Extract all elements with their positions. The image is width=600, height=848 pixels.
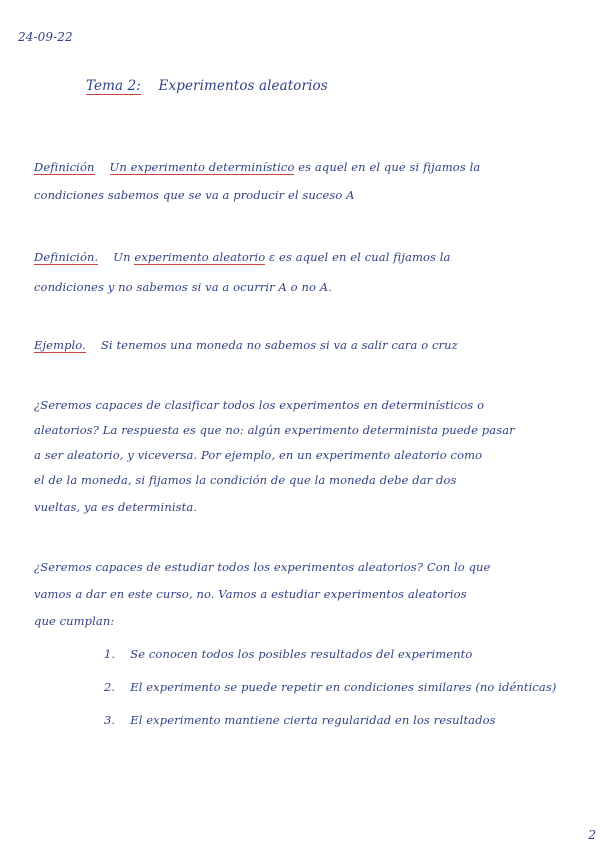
para1-line5: vueltas, ya es determinista.: [34, 500, 198, 514]
def2-pre: Un: [113, 250, 135, 264]
title-tema: Tema 2:: [86, 78, 141, 94]
list-item: [104, 713, 496, 727]
page-number: 2: [588, 828, 596, 842]
list-item: [104, 680, 556, 694]
def2-line2: condiciones y no sabemos si va a ocurrir A o no A.: [34, 280, 332, 294]
example-line: [34, 338, 458, 352]
list-item: [104, 647, 472, 661]
def2-line1-rest: ε es aquel en el cual fijamos la: [269, 250, 451, 264]
list-item-text: El experimento mantiene cierta regularidad en los resultados: [130, 713, 496, 727]
list-item-number: 2.: [104, 680, 116, 694]
title-rest: Experimentos aleatorios: [158, 78, 328, 94]
list-item-number: 1.: [104, 647, 116, 661]
para1-line2: aleatorios? La respuesta es que no: algún experimento determinista puede pasar: [34, 423, 515, 437]
example-text: Si tenemos una moneda no sabemos si va a salir cara o cruz: [100, 338, 458, 352]
def1-line1: [34, 160, 480, 174]
def1-line2: condiciones sabemos que se va a producir el suceso A: [34, 188, 355, 202]
para1-line3: a ser aleatorio, y viceversa. Por ejemplo, en un experimento aleatorio como: [34, 448, 483, 462]
para2-line1: ¿Seremos capaces de estudiar todos los experimentos aleatorios? Con lo que: [34, 560, 491, 574]
def2-line1: [34, 250, 451, 264]
def2-label: Definición.: [34, 250, 99, 264]
def1-label: Definición: [34, 160, 95, 174]
date: 24-09-22: [18, 30, 73, 44]
para1-line1: ¿Seremos capaces de clasificar todos los experimentos en determinísticos o: [34, 398, 485, 412]
def1-line1-rest: es aquel en el que si fijamos la: [298, 160, 481, 174]
para1-line4: el de la moneda, si fijamos la condición de que la moneda debe dar dos: [34, 473, 457, 487]
list-item-number: 3.: [104, 713, 116, 727]
def1-term: Un experimento determinístico: [109, 160, 295, 174]
example-label: Ejemplo.: [34, 338, 86, 352]
para2-line2: vamos a dar en este curso, no. Vamos a estudiar experimentos aleatorios: [34, 587, 467, 601]
page-title: [86, 78, 328, 94]
para2-line3: que cumplan:: [34, 614, 115, 628]
list-item-text: El experimento se puede repetir en condiciones similares (no idénticas): [130, 680, 557, 694]
list-item-text: Se conocen todos los posibles resultados del experimento: [130, 647, 473, 661]
def2-term: experimento aleatorio: [134, 250, 266, 264]
